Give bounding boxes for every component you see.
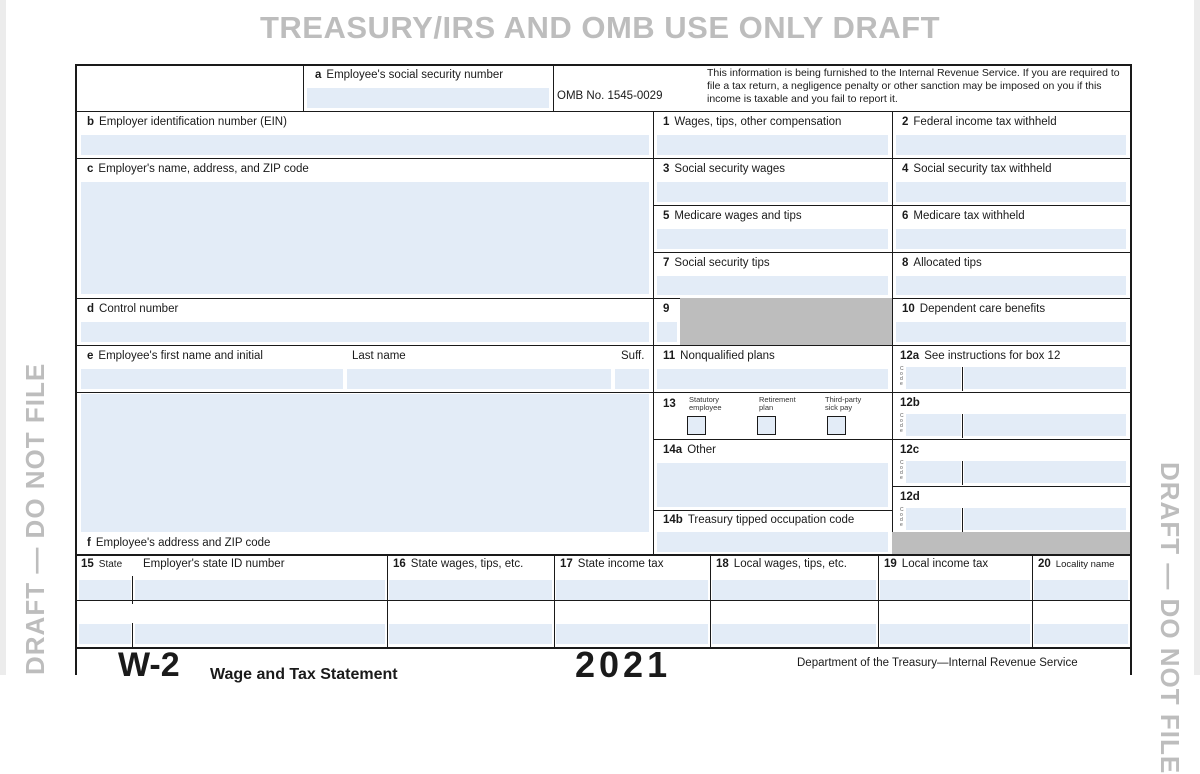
state-tax-field-2[interactable] [556,624,708,644]
box-20 [1032,554,1130,647]
state-tax-field-1[interactable] [556,580,708,600]
retirement-plan-checkbox[interactable] [757,416,776,435]
box-f-letter: f [87,537,91,549]
box-12-shaded [892,532,1130,554]
box-7 [653,252,892,298]
rule-col-omb [553,64,554,111]
state-id-field-2[interactable] [135,624,385,644]
box-13-sickpay-label: Third-party sick pay [825,395,862,412]
control-number-field[interactable] [81,322,649,342]
employer-address-field[interactable] [81,182,649,294]
box-19 [878,554,1032,647]
box-8-label: Allocated tips [913,257,982,269]
box-11-number: 11 [663,350,676,362]
box-14a [653,439,892,510]
omb-number: OMB No. 1545-0029 [557,90,663,102]
box-9-field[interactable] [657,322,677,342]
box-14b-label: Treasury tipped occupation code [687,514,855,526]
box-f-label: Employee's address and ZIP code [95,537,271,549]
box-12d-code-label: Code [900,507,904,528]
ss-wages-field[interactable] [657,182,888,202]
nonqualified-plans-field[interactable] [657,369,888,389]
box-c-letter: c [87,163,94,175]
draft-watermark-left: DRAFT — DO NOT FILE [20,362,50,675]
box-12c-amount-field[interactable] [964,461,1126,483]
ss-tax-field[interactable] [896,182,1126,202]
box-12b-number: 12b [900,397,920,409]
state-wages-field-1[interactable] [389,580,552,600]
box-12a-amount-field[interactable] [964,367,1126,389]
box-16 [387,554,554,647]
box-3 [653,158,892,205]
box-a-label: Employee's social security number [326,69,504,81]
box-15-id-label: Employer's state ID number [143,558,285,570]
box-12a-divider [962,367,963,391]
locality-field-2[interactable] [1034,624,1128,644]
ein-field[interactable] [81,135,649,155]
local-wages-field-2[interactable] [712,624,876,644]
wages-field[interactable] [657,135,888,155]
box-12b-code-field[interactable] [906,414,961,436]
box-3-label: Social security wages [674,163,785,175]
statutory-employee-checkbox[interactable] [687,416,706,435]
box-1 [653,111,892,158]
box-c [77,158,653,298]
box-5 [653,205,892,252]
box-c-label: Employer's name, address, and ZIP code [98,163,309,175]
box-5-number: 5 [663,210,670,222]
box-7-number: 7 [663,257,670,269]
box-d-letter: d [87,303,95,315]
box-14a-number: 14a [663,444,683,456]
box-12b-code-label: Code [900,413,904,434]
box-20-number: 20 [1038,558,1051,570]
box-10-label: Dependent care benefits [919,303,1046,315]
state-code-field-2[interactable] [79,624,131,644]
employee-address-field[interactable] [81,394,649,532]
box-15 [77,554,387,647]
box-12c-divider [962,461,963,485]
form-title: Wage and Tax Statement [210,666,398,683]
box-12d-number: 12d [900,491,920,503]
page-edge-left [0,0,6,675]
box-2-label: Federal income tax withheld [913,116,1057,128]
box-14b [653,510,892,554]
box-12a-code-label: Code [900,366,904,387]
suffix-field[interactable] [615,369,649,389]
box-6-number: 6 [902,210,909,222]
first-name-field[interactable] [81,369,343,389]
box-12c-number: 12c [900,444,920,456]
other-field[interactable] [657,463,888,507]
box-15-number: 15 [81,558,94,570]
box-e-letter: e [87,350,94,362]
box-1-label: Wages, tips, other compensation [674,116,842,128]
box-8-number: 8 [902,257,909,269]
box-9-shaded [680,298,892,345]
box-4 [892,158,1130,205]
box-1-number: 1 [663,116,670,128]
box-15-state-label: State [98,559,123,570]
draft-watermark-right: DRAFT — DO NOT FILE [1155,462,1185,774]
box-12a-code-field[interactable] [906,367,961,389]
box-17 [554,554,710,647]
box-18-number: 18 [716,558,729,570]
local-wages-field-1[interactable] [712,580,876,600]
box-12a-number: 12a [900,350,920,362]
box-b-label: Employer identification number (EIN) [99,116,287,128]
tipped-occupation-field[interactable] [657,532,888,552]
box-2 [892,111,1130,158]
box-a [303,64,553,111]
box-b-letter: b [87,116,95,128]
third-party-sick-pay-checkbox[interactable] [827,416,846,435]
box-b [77,111,653,158]
w2-form [75,64,1132,675]
box-12b [892,392,1130,439]
ssn-field[interactable] [307,88,549,108]
federal-tax-field[interactable] [896,135,1126,155]
box-19-number: 19 [884,558,897,570]
box-12b-amount-field[interactable] [964,414,1126,436]
box-20-label: Locality name [1055,559,1115,570]
draft-watermark-top: TREASURY/IRS AND OMB USE ONLY DRAFT [259,10,941,45]
box-18-label: Local wages, tips, etc. [733,558,847,570]
box-e-last-label: Last name [352,350,406,362]
box-12c-code-field[interactable] [906,461,961,483]
box-12b-divider [962,414,963,438]
local-tax-field-1[interactable] [880,580,1030,600]
box-13-retirement-label: Retirement plan [759,395,796,412]
box-e-label: Employee's first name and initial [98,350,263,362]
box-8 [892,252,1130,298]
box-12c-code-label: Code [900,460,904,481]
box-e-suffix-label: Suff. [621,350,645,362]
box-10 [892,298,1130,345]
box-13 [653,392,892,439]
medicare-wages-field[interactable] [657,229,888,249]
box-16-label: State wages, tips, etc. [410,558,524,570]
state-wages-field-2[interactable] [389,624,552,644]
form-number: W-2 [118,646,180,684]
box-4-number: 4 [902,163,909,175]
box-12d [892,486,1130,532]
box-10-number: 10 [902,303,915,315]
box-d-label: Control number [99,303,179,315]
box-17-label: State income tax [577,558,664,570]
box-f [77,392,653,554]
box-16-number: 16 [393,558,406,570]
box-19-label: Local income tax [901,558,989,570]
box-9 [653,298,892,345]
box-5-label: Medicare wages and tips [674,210,802,222]
local-tax-field-2[interactable] [880,624,1030,644]
box-11 [653,345,892,392]
state-code-field-1[interactable] [79,580,131,600]
box-12d-amount-field[interactable] [964,508,1126,530]
box-11-label: Nonqualified plans [680,350,775,362]
ss-tips-field[interactable] [657,276,888,295]
box-7-label: Social security tips [674,257,770,269]
box-4-label: Social security tax withheld [913,163,1052,175]
box-12a [892,345,1130,392]
box-13-number: 13 [663,398,676,410]
box-14b-number: 14b [663,514,683,526]
box-12a-label: See instructions for box 12 [924,350,1061,362]
rule-top [77,64,1130,66]
box-12c [892,439,1130,486]
box-2-number: 2 [902,116,909,128]
last-name-field[interactable] [347,369,611,389]
tax-year: 2021 [575,644,672,685]
box-17-number: 17 [560,558,573,570]
box-3-number: 3 [663,163,670,175]
box-18 [710,554,878,647]
medicare-tax-field[interactable] [896,229,1126,249]
box-d [77,298,653,345]
box-6 [892,205,1130,252]
state-id-field-1[interactable] [135,580,385,600]
box-14a-label: Other [687,444,716,456]
dependent-care-field[interactable] [896,322,1126,342]
box-12d-code-field[interactable] [906,508,961,530]
allocated-tips-field[interactable] [896,276,1126,295]
department-line: Department of the Treasury—Internal Revenue Service [797,657,1078,669]
locality-field-1[interactable] [1034,580,1128,600]
box-13-statutory-label: Statutory employee [689,395,722,412]
irs-notice: This information is being furnished to the Internal Revenue Service. If you are required to file a tax return, a negligence penalty or other sanction may be imposed on you if this income is taxable and you fail to report it. [707,67,1120,105]
page-edge-right [1194,0,1200,675]
box-9-number: 9 [663,303,670,315]
box-a-letter: a [315,69,322,81]
box-12d-divider [962,508,963,532]
box-e [77,345,653,392]
box-6-label: Medicare tax withheld [913,210,1025,222]
